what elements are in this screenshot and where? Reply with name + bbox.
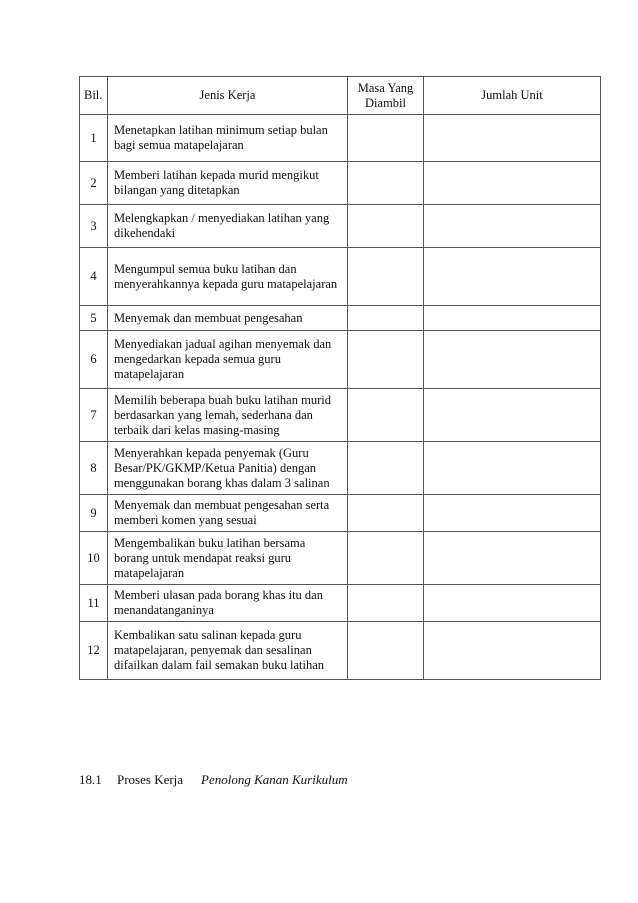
row-unit-cell	[424, 248, 601, 306]
row-unit-cell	[424, 622, 601, 680]
row-task: Memberi ulasan pada borang khas itu dan menandatanganinya	[108, 585, 348, 622]
row-masa-cell	[348, 585, 424, 622]
row-task: Menyemak dan membuat pengesahan serta memberi komen yang sesuai	[108, 495, 348, 532]
row-masa-cell	[348, 248, 424, 306]
row-unit-cell	[424, 205, 601, 248]
row-unit-cell	[424, 585, 601, 622]
row-task: Mengumpul semua buku latihan dan menyerahkannya kepada guru matapelajaran	[108, 248, 348, 306]
row-number: 10	[80, 532, 108, 585]
table-row	[80, 622, 601, 680]
row-task: Menyediakan jadual agihan menyemak dan mengedarkan kepada semua guru matapelajaran	[108, 331, 348, 389]
row-unit-cell	[424, 532, 601, 585]
row-masa-cell	[348, 331, 424, 389]
row-number: 12	[80, 622, 108, 680]
table-row	[80, 306, 601, 331]
row-task: Memberi latihan kepada murid mengikut bilangan yang ditetapkan	[108, 162, 348, 205]
row-unit-cell	[424, 306, 601, 331]
row-number: 9	[80, 495, 108, 532]
table-row	[80, 495, 601, 532]
row-number: 11	[80, 585, 108, 622]
table-row	[80, 585, 601, 622]
row-masa-cell	[348, 162, 424, 205]
header-bil: Bil.	[80, 77, 108, 115]
table-row	[80, 205, 601, 248]
row-task: Menetapkan latihan minimum setiap bulan bagi semua matapelajaran	[108, 115, 348, 162]
row-masa-cell	[348, 532, 424, 585]
row-unit-cell	[424, 331, 601, 389]
row-number: 6	[80, 331, 108, 389]
row-unit-cell	[424, 389, 601, 442]
row-task: Menyerahkan kepada penyemak (Guru Besar/PK/GKMP/Ketua Panitia) dengan menggunakan borang khas dalam 3 salinan	[108, 442, 348, 495]
row-number: 4	[80, 248, 108, 306]
row-task: Kembalikan satu salinan kepada guru matapelajaran, penyemak dan sesalinan difailkan dalam fail semakan buku latihan	[108, 622, 348, 680]
header-jumlah-unit: Jumlah Unit	[424, 77, 601, 115]
header-masa-yang-diambil: Masa Yang Diambil	[348, 77, 424, 115]
row-unit-cell	[424, 162, 601, 205]
section-value: Penolong Kanan Kurikulum	[201, 772, 348, 787]
table-row	[80, 331, 601, 389]
table-row	[80, 248, 601, 306]
row-task: Menyemak dan membuat pengesahan	[108, 306, 348, 331]
header-jenis-kerja: Jenis Kerja	[108, 77, 348, 115]
row-number: 5	[80, 306, 108, 331]
section-label: Proses Kerja	[117, 772, 184, 787]
row-masa-cell	[348, 205, 424, 248]
row-masa-cell	[348, 442, 424, 495]
row-masa-cell	[348, 115, 424, 162]
row-task: Memilih beberapa buah buku latihan murid berdasarkan yang lemah, sederhana dan terbaik dari kelas masing-masing	[108, 389, 348, 442]
row-masa-cell	[348, 306, 424, 331]
row-number: 1	[80, 115, 108, 162]
section-number: 18.1	[79, 772, 102, 787]
row-masa-cell	[348, 495, 424, 532]
table-row	[80, 115, 601, 162]
row-number: 8	[80, 442, 108, 495]
table-row	[80, 442, 601, 495]
row-unit-cell	[424, 495, 601, 532]
table-row	[80, 389, 601, 442]
row-number: 3	[80, 205, 108, 248]
row-unit-cell	[424, 115, 601, 162]
table-row	[80, 532, 601, 585]
row-number: 2	[80, 162, 108, 205]
work-process-table	[79, 76, 601, 680]
table-header-row	[80, 77, 601, 115]
table-body	[80, 115, 601, 680]
row-task: Mengembalikan buku latihan bersama borang untuk mendapat reaksi guru matapelajaran	[108, 532, 348, 585]
row-masa-cell	[348, 622, 424, 680]
row-masa-cell	[348, 389, 424, 442]
row-task: Melengkapkan / menyediakan latihan yang dikehendaki	[108, 205, 348, 248]
row-number: 7	[80, 389, 108, 442]
table-row	[80, 162, 601, 205]
row-unit-cell	[424, 442, 601, 495]
